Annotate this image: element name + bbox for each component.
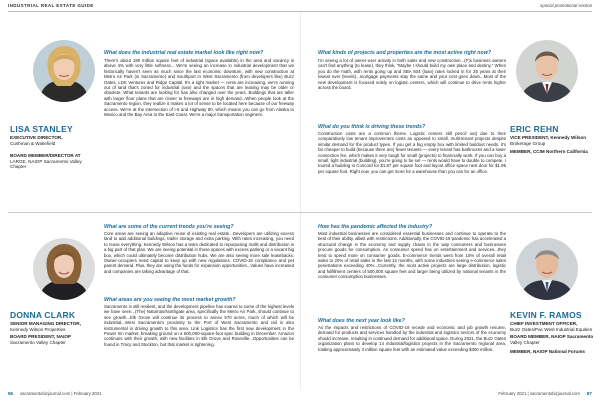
- right-page-number: 87: [586, 391, 592, 396]
- page-gutter: [300, 12, 301, 390]
- question-heading: What does the next year look like?: [318, 318, 405, 324]
- board-line: Chapter: [10, 164, 27, 170]
- page-footer: [0, 390, 600, 401]
- answer-text: Construction costs are a common theme. Logistic centers still pencil out) due to their comparatively low tenant improvement costs as opposed to small, multi-tenant projects despite similar demand for the product types. If you get a big empty box with limited buildout needs, it's far cheaper to build (because there are) fewer tenants — every tenant has bathrooms and a lower connection fee, which makes it very tough for small (projects) to financially work. If you can buy a small, light industrial (building), you're going to be set — rents would have to double to compete. I toured a building in Concord for $1.87 per square foot and layout office space next door for $1.95 per square foot. Right now, you can get more for a warehouse than you can for an office.: [318, 131, 506, 174]
- horizontal-divider: [8, 212, 592, 213]
- person-board: [510, 149, 598, 155]
- question-heading: What areas are you seeing the most market growth?: [104, 297, 236, 303]
- question-heading: What do you think is driving these trends?: [318, 124, 426, 130]
- board-line: MEMBER, CCIM Northern California: [510, 149, 588, 154]
- left-page-number: 86: [8, 391, 14, 396]
- board-line: Valley Chapter: [510, 339, 540, 345]
- person-board: [510, 334, 598, 345]
- answer-text: Most industrial businesses are considered essential businesses and continue to operate to the best of their ability, albeit with restrictions. Additionally, the COVID-19 pandemic has accelerated a structural change in the economy and supply chains in the way consumers and businesses procure goods for consumption. As consumer spend has on entertainment and services...they tend to spend more on consumer goods. E-commerce trends went from 10% of overall retail sales to 20% of retail sales in the last 12 months, with some industries seeing e-commerce sales penetrations exceeding 40%...Currently, the most active projects are large distribution, logistic and fulfillment centers of 500,000 square feet and larger being utilized by national tenants in the consumer consumption businesses.: [318, 231, 506, 280]
- donna-clark-photo: [33, 238, 95, 300]
- member-line: MEMBER, NAIOP National Forums: [510, 349, 585, 354]
- board-line: Sacramento Valley Chapter: [10, 339, 66, 345]
- role-line: CHIEF INVESTMENT OFFICER,: [510, 321, 578, 326]
- section-note: special promotional section: [540, 3, 592, 8]
- eric-rehn-photo: [516, 40, 578, 102]
- question-heading: How has the pandemic affected the industry?: [318, 224, 433, 230]
- answer-text: Core areas are seeing an adaptive reuse of existing real estate...Developers are utilizing excess land to add additional buildings, trailer storage and extra parking. With rates increasing, you need to reuse everything. Kennedy Wilson has a team dedicated to repurposing malls and distribution is a big part of that plan. We are seeing potential in those spaces with excess parking or a vacant big box, which could ultimately become distribution hubs. We are also seeing more sale leasebacks. Owner-occupiers need capital to keep up with new regulations. COVID-19 compliance and pet parent demand. Plus, they are using the funds for expansion opportunities...Values have increased and companies are taking advantage of that.: [104, 231, 294, 274]
- person-role: [10, 135, 98, 146]
- role-line: Buzz Oates/Pac West Industrial Equities: [510, 326, 593, 332]
- question-heading: What kinds of projects and properties are the most active right now?: [318, 50, 492, 56]
- right-footer-text: February 2021 | sacramentobizjournal.com: [498, 391, 580, 396]
- section-title: INDUSTRIAL REAL ESTATE GUIDE: [8, 3, 94, 8]
- role-line: Cushman & Wakefield: [10, 140, 56, 146]
- board-line: BOARD MEMBER/DIRECTOR AT: [10, 153, 81, 158]
- person-name: ERIC REHN: [510, 124, 559, 134]
- role-line: Kennedy Wilson Properties: [10, 326, 66, 332]
- kevin-ramos-photo: [516, 238, 578, 300]
- person-role: [10, 321, 100, 332]
- person-name: DONNA CLARK: [10, 310, 76, 320]
- role-line: VICE PRESIDENT, Kennedy Wilson: [510, 135, 587, 140]
- question-heading: What are some of the current trends you're seeing?: [104, 224, 234, 230]
- board-line: BOARD PRESIDENT, NAIOP: [10, 334, 72, 339]
- role-line: Brokerage Group: [510, 140, 546, 146]
- person-member: [510, 349, 598, 355]
- question-heading: What does the industrial real estate market look like right now?: [104, 50, 264, 56]
- person-board: [10, 153, 100, 170]
- lisa-stanley-photo: [33, 40, 95, 102]
- person-board: [10, 334, 100, 345]
- answer-text: As the impacts and restrictions of COVID-19 recede and economic and job growth resume, demand for products and services handled by the industrial and logistics sectors of the economy should increase, resulting in continued demand for additional space. During 2021, the Buzz Oates organization plans to develop 14 industrial/logistics projects in the Sacramento regional area, totaling approximately 3 million square feet with an estimated value exceeding $300 million.: [318, 325, 506, 352]
- board-line: BOARD MEMBER, NAIOP Sacramento: [510, 334, 594, 339]
- person-role: [510, 321, 598, 332]
- role-line: SENIOR MANAGING DIRECTOR,: [10, 321, 81, 326]
- answer-text: I'm seeing a lot of owner-user activity in both sales and new construction...(F)s business owners can't find anything (to lease), they think, "Maybe I should build my own place and destiny." When you do the math, with rents going up and SBA 504 (loan) rates locked in for 25 years at their lowest ever (levels)...mortgage payments stay the same and your cost goes down...Most of the new development is focused solely on logistic centers, which will continue to drive rents higher across the board.: [318, 58, 506, 91]
- person-name: LISA STANLEY: [10, 124, 73, 134]
- answer-text: Sacramento is still resilient, and the development pipeline has soared to some of the highest levels we have seen...(The) Natomas/Northgate area, specifically the Metro Air Park, should continue to see growth...Elk Grove will continue its process to annex 570 acres, much of which will be industrial...West Sacramento's proximity to the Port of West Sacramento and rail is also instrumental in driving growth to this area. Link Logistics has the first new development in the Power Inn market, breaking ground on a 500,000-square-foot spec building in December. Amazon continues with their growth, with new facilities in Elk Grove and Roseville...Opportunities can be found in Tracy and Stockton, but that market is tightening.: [104, 304, 294, 347]
- left-footer-text: sacramentobizjournal.com | February 2021: [20, 391, 102, 396]
- answer-text: There's about 180 million square feet of industrial (space available) in the area and vacancy is above 4% with very little softness... We're seeing an increase in industrial development that we historically haven't seen as much since the last economic downturn, with new construction at Metro Air Park (in Sacramento) and Southport in West Sacramento (from developers like) Buzz Oates, LDK Ventures and Ridge Capital. It's a tight market — rents are increasing, we're running out of land that's zoned for industrial (use) and the spaces that are leasing may be older or obsolete. What tenants are looking for has also changed over the years. Buildings that are taller with larger floor plans that are closer to freeways are in high demand...When people look at the Sacramento region, they realize it makes a lot of sense to be located here because of our freeway access. We're at the intersection of I-5 and Highway 80, which means you can go from Alaska to Mexico and the Bay Area to the East Coast. We're a major transportation segment.: [104, 58, 294, 118]
- role-line: EXECUTIVE DIRECTOR,: [10, 135, 63, 140]
- person-name: KEVIN F. RAMOS: [510, 310, 582, 320]
- board-line: LARGE, NAIOP Sacramento Valley: [10, 158, 82, 164]
- person-role: [510, 135, 598, 146]
